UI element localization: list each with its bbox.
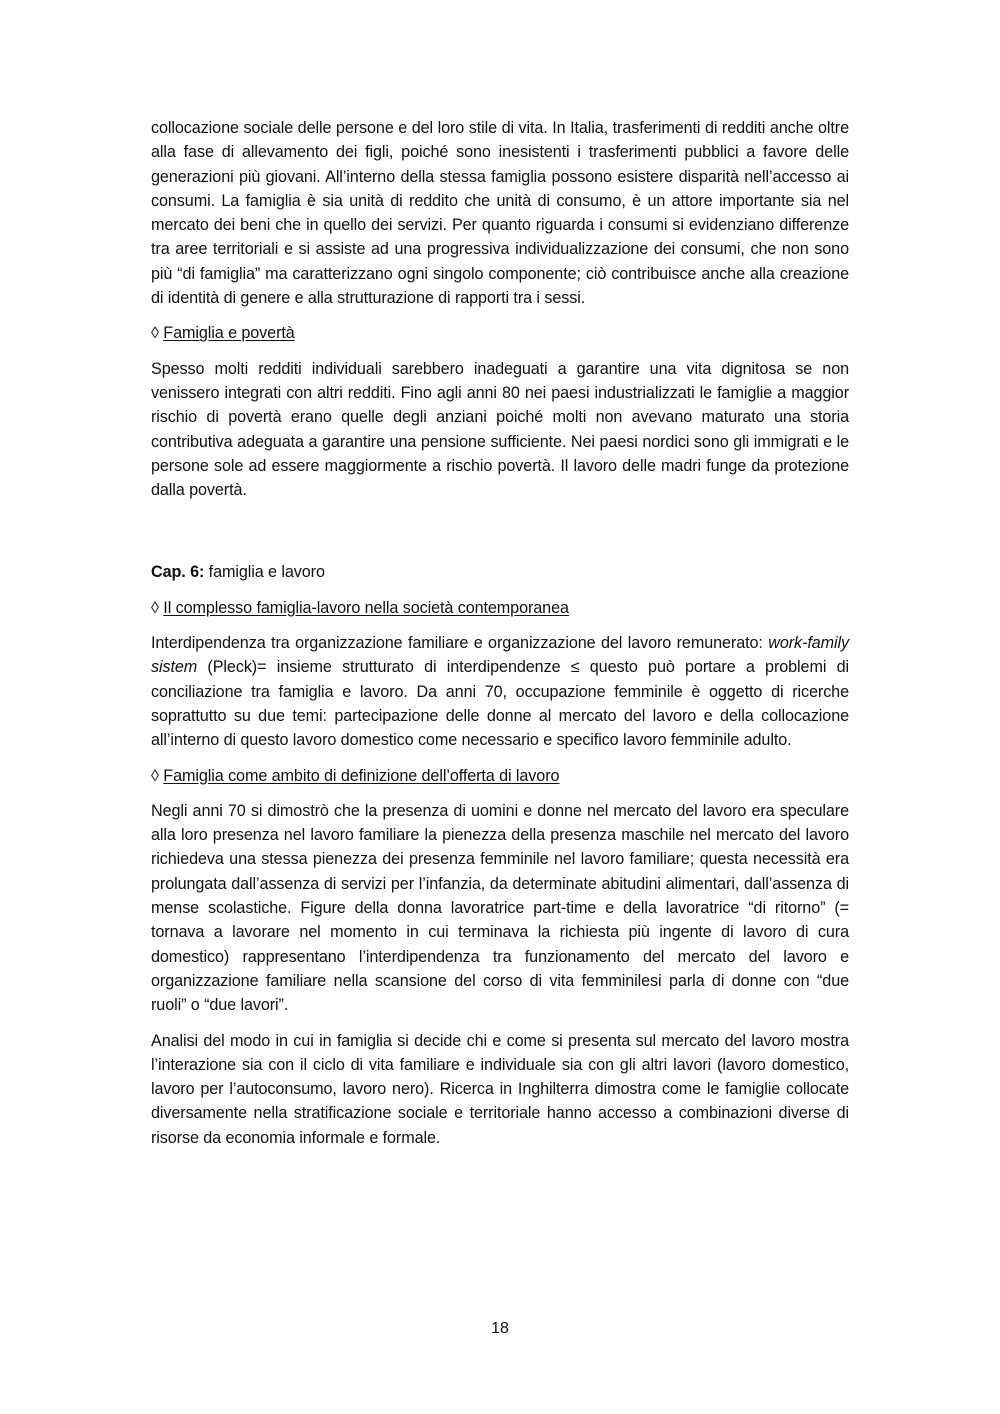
section-title: Famiglia e povertà — [163, 324, 295, 343]
section-heading-complesso — [151, 596, 849, 620]
section-title: Famiglia come ambito di definizione dell’offerta di lavoro — [163, 766, 560, 785]
chapter-label: Cap. 6: — [151, 563, 205, 582]
paragraph-analisi: Analisi del modo in cui in famiglia si decide chi e come si presenta sul mercato del lavoro mostra l’interazione sia con il ciclo di vita familiare e individuale sia con gli altri lavori (lavoro domestico, lavoro per l’autoconsumo, lavoro nero). Ricerca in Inghilterra dimostra come le famiglie collocate diversamente nella stratificazione sociale e territoriale hanno accesso a combinazioni diverse di risorse da economia informale e formale. — [151, 1031, 849, 1147]
diamond-bullet: ◊ — [151, 598, 164, 617]
paragraph-anni-70: Negli anni 70 si dimostrò che la presenza di uomini e donne nel mercato del lavoro era speculare alla loro presenza nel lavoro familiare la pienezza della presenza maschile nel mercato del lavoro richiedeva una stessa pienezza dei presenza femminile nel lavoro familiare; questa necessità era prolungata dall’assenza di servizi per l’infanzia, da determinate abitudini alimentari, dall’assenza di mense scolastiche. Figure della donna lavoratrice part-time e della lavoratrice “di ritorno” (= tornava a lavorare nel momento in cui terminava la richiesta più ingente di lavoro di cura domestico) rappresentano l’interdipendenza tra funzionamento del mercato del lavoro e organizzazione familiare nella scansione del corso di vita femminilesi parla di donne con “due ruoli” o “due lavori”. — [151, 801, 849, 1015]
document-page — [151, 116, 849, 1150]
chapter-title: famiglia e lavoro — [204, 563, 325, 582]
page-number: 18 — [491, 1320, 509, 1337]
text-run: Interdipendenza tra organizzazione familiare e organizzazione del lavoro remunerato: — [151, 634, 769, 653]
diamond-bullet: ◊ — [151, 766, 164, 785]
text-run: (Pleck)= insieme strutturato di interdipendenze ≤ questo può portare a problemi di conciliazione tra famiglia e lavoro. Da anni 70, occupazione femminile è oggetto di ricerche soprattutto su due temi: partecipazione delle donne al mercato del lavoro e della collocazione all’interno di questo lavoro domestico come necessario e specifico lavoro femminile adulto. — [151, 658, 849, 750]
paragraph-poverta: Spesso molti redditi individuali sarebbero inadeguati a garantire una vita dignitosa se non venissero integrati con altri redditi. Fino agli anni 80 nei paesi industrializzati le famiglie a maggior rischio di povertà erano quelle degli anziani poiché molti non avevano maturato una storia contributiva adeguata a garantire una pensione sufficiente. Nei paesi nordici sono gli immigrati e le persone sole ad essere maggiormente a rischio povertà. Il lavoro delle madri funge da protezione dalla povertà. — [151, 359, 849, 500]
paragraph-consumi: collocazione sociale delle persone e del loro stile di vita. In Italia, trasferimenti di redditi anche oltre alla fase di allevamento dei figli, poiché sono inesistenti i trasferimenti pubblici a favore delle generazioni più giovani. All’interno della stessa famiglia possono esistere disparità nell’accesso ai consumi. La famiglia è sia unità di reddito che unità di consumo, è un attore importante sia nel mercato dei beni che in quello dei servizi. Per quanto riguarda i consumi si evidenziano differenze tra aree territoriali e si assiste ad una progressiva individualizzazione dei consumi, che non sono più “di famiglia” ma caratterizzano ogni singolo componente; ciò contribuisce anche alla creazione di identità di genere e alla strutturazione di rapporti tra i sessi. — [151, 119, 849, 308]
italic-term: work-family sistem — [151, 634, 849, 677]
chapter-heading — [151, 560, 849, 584]
section-title: Il complesso famiglia-lavoro nella società contemporanea — [163, 598, 569, 617]
paragraph-interdipendenza — [151, 631, 849, 752]
section-heading-offerta — [151, 764, 849, 788]
section-heading-poverta — [151, 321, 849, 345]
diamond-bullet: ◊ — [151, 324, 164, 343]
